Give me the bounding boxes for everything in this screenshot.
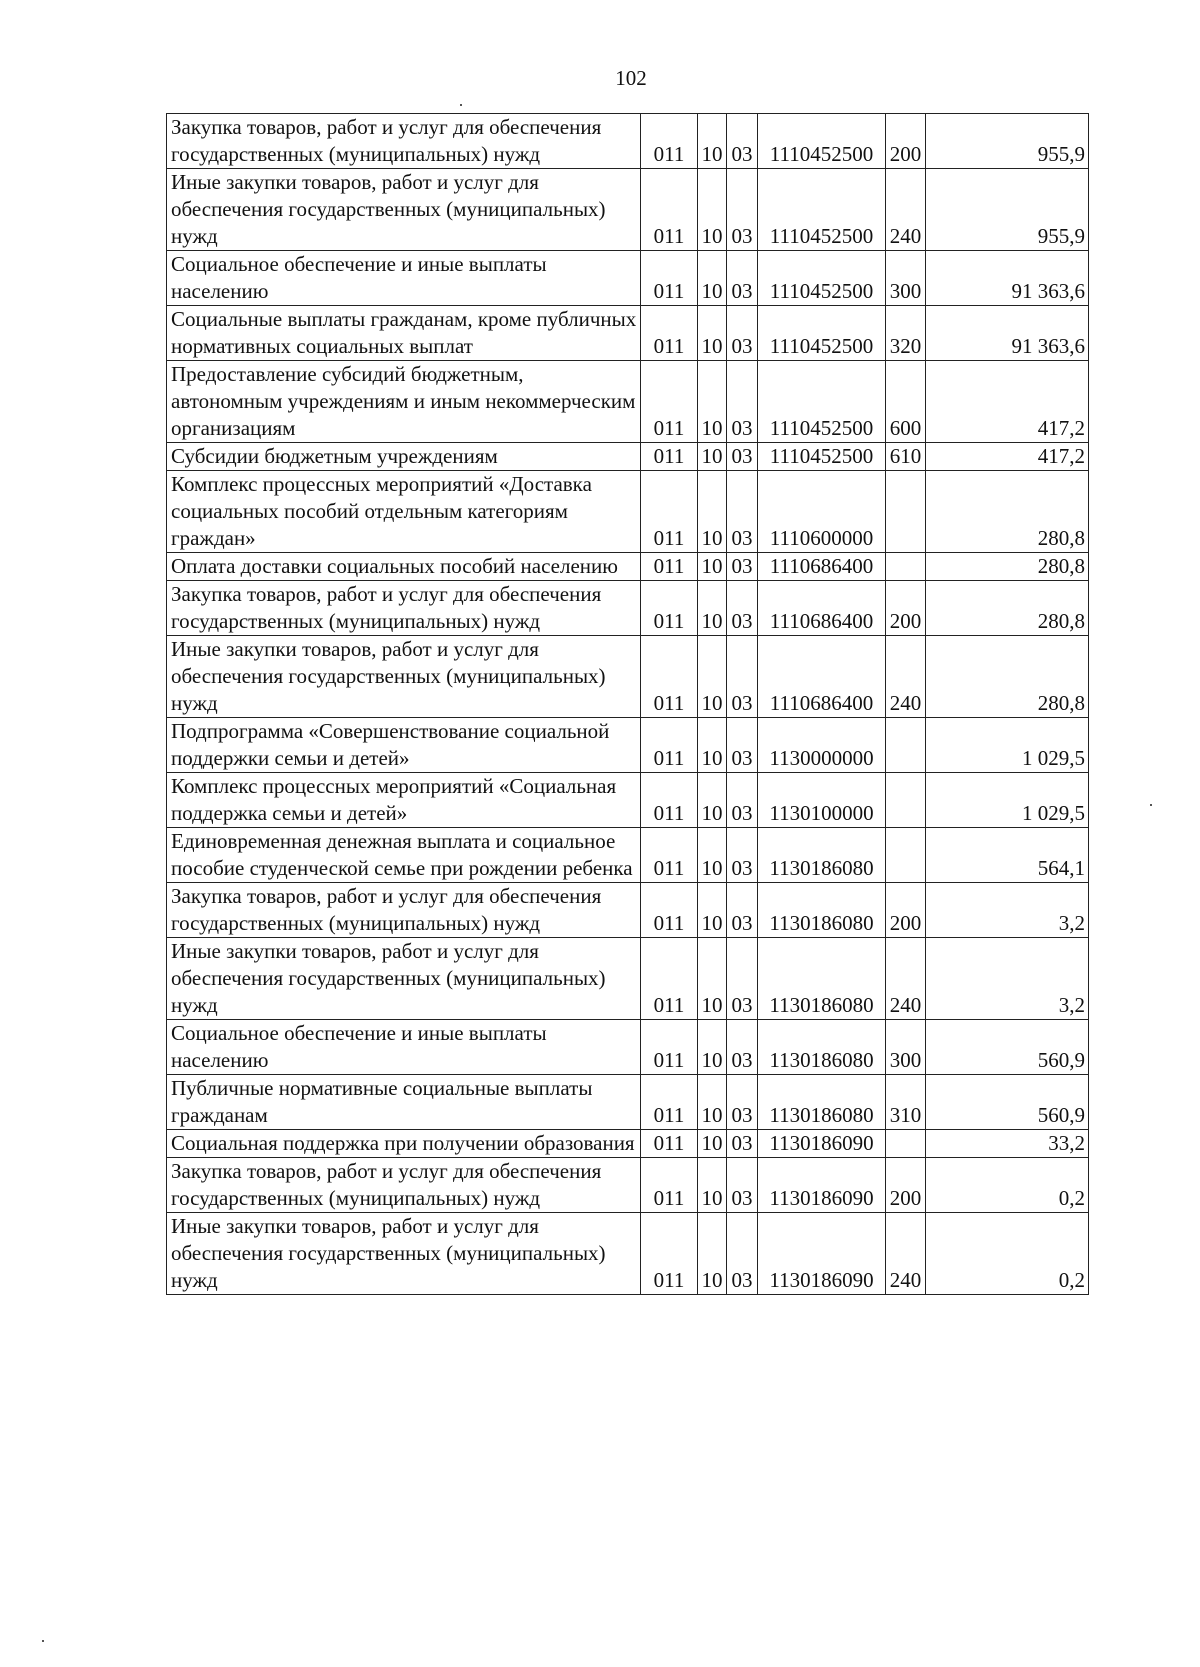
row-gr-cell: 011 xyxy=(641,114,698,169)
row-sum-cell: 560,9 xyxy=(926,1075,1089,1130)
row-rz-cell: 10 xyxy=(698,828,727,883)
table-row xyxy=(167,443,1089,471)
page-number: 102 xyxy=(615,66,647,90)
row-vr-cell xyxy=(886,1130,926,1158)
row-sum-cell: 3,2 xyxy=(926,883,1089,938)
row-rz-cell: 10 xyxy=(698,773,727,828)
scan-speck xyxy=(460,104,462,106)
row-vr-cell: 200 xyxy=(886,581,926,636)
row-gr-cell: 011 xyxy=(641,1020,698,1075)
row-sum-cell: 280,8 xyxy=(926,636,1089,718)
table-row xyxy=(167,114,1089,169)
row-vr-cell: 240 xyxy=(886,169,926,251)
row-sum-cell: 3,2 xyxy=(926,938,1089,1020)
row-rz-cell: 10 xyxy=(698,169,727,251)
row-gr-cell: 011 xyxy=(641,581,698,636)
row-sum-cell: 33,2 xyxy=(926,1130,1089,1158)
row-csr-cell: 1110452500 xyxy=(758,443,886,471)
table-row xyxy=(167,1213,1089,1295)
row-gr-cell: 011 xyxy=(641,251,698,306)
row-rz-cell: 10 xyxy=(698,938,727,1020)
row-gr-cell: 011 xyxy=(641,471,698,553)
row-rz-cell: 10 xyxy=(698,1213,727,1295)
row-name-cell: Закупка товаров, работ и услуг для обеспечения государственных (муниципальных) нужд xyxy=(167,883,641,938)
table-row xyxy=(167,471,1089,553)
row-sum-cell: 1 029,5 xyxy=(926,773,1089,828)
row-sum-cell: 560,9 xyxy=(926,1020,1089,1075)
row-vr-cell xyxy=(886,471,926,553)
row-sum-cell: 417,2 xyxy=(926,361,1089,443)
row-csr-cell: 1110452500 xyxy=(758,306,886,361)
table-row xyxy=(167,251,1089,306)
row-sum-cell: 91 363,6 xyxy=(926,306,1089,361)
row-name-cell: Иные закупки товаров, работ и услуг для обеспечения государственных (муниципальных) нужд xyxy=(167,938,641,1020)
row-sum-cell: 0,2 xyxy=(926,1158,1089,1213)
row-pr-cell: 03 xyxy=(727,718,758,773)
row-gr-cell: 011 xyxy=(641,773,698,828)
scan-speck xyxy=(1150,804,1152,806)
row-csr-cell: 1130186080 xyxy=(758,1020,886,1075)
row-vr-cell: 200 xyxy=(886,1158,926,1213)
row-pr-cell: 03 xyxy=(727,114,758,169)
row-vr-cell xyxy=(886,718,926,773)
row-name-cell: Предоставление субсидий бюджетным, автономным учреждениям и иным некоммерческим организациям xyxy=(167,361,641,443)
row-pr-cell: 03 xyxy=(727,773,758,828)
row-csr-cell: 1130186080 xyxy=(758,1075,886,1130)
row-name-cell: Публичные нормативные социальные выплаты гражданам xyxy=(167,1075,641,1130)
row-pr-cell: 03 xyxy=(727,883,758,938)
row-csr-cell: 1110452500 xyxy=(758,169,886,251)
table-row xyxy=(167,581,1089,636)
row-gr-cell: 011 xyxy=(641,938,698,1020)
row-pr-cell: 03 xyxy=(727,581,758,636)
table-row xyxy=(167,361,1089,443)
row-pr-cell: 03 xyxy=(727,553,758,581)
row-rz-cell: 10 xyxy=(698,1020,727,1075)
row-name-cell: Единовременная денежная выплата и социальное пособие студенческой семье при рождении ребенка xyxy=(167,828,641,883)
table-row xyxy=(167,828,1089,883)
table-row xyxy=(167,773,1089,828)
row-name-cell: Оплата доставки социальных пособий населению xyxy=(167,553,641,581)
row-vr-cell: 240 xyxy=(886,636,926,718)
row-rz-cell: 10 xyxy=(698,443,727,471)
row-vr-cell: 600 xyxy=(886,361,926,443)
row-name-cell: Социальное обеспечение и иные выплаты населению xyxy=(167,251,641,306)
row-sum-cell: 955,9 xyxy=(926,169,1089,251)
row-pr-cell: 03 xyxy=(727,361,758,443)
budget-allocation-table xyxy=(166,113,1089,1295)
row-gr-cell: 011 xyxy=(641,828,698,883)
row-csr-cell: 1110600000 xyxy=(758,471,886,553)
row-gr-cell: 011 xyxy=(641,636,698,718)
row-pr-cell: 03 xyxy=(727,1075,758,1130)
row-gr-cell: 011 xyxy=(641,1130,698,1158)
row-pr-cell: 03 xyxy=(727,169,758,251)
row-vr-cell: 200 xyxy=(886,883,926,938)
row-vr-cell: 300 xyxy=(886,1020,926,1075)
row-vr-cell xyxy=(886,773,926,828)
row-gr-cell: 011 xyxy=(641,169,698,251)
row-pr-cell: 03 xyxy=(727,306,758,361)
row-name-cell: Иные закупки товаров, работ и услуг для обеспечения государственных (муниципальных) нужд xyxy=(167,1213,641,1295)
table-row xyxy=(167,1020,1089,1075)
row-name-cell: Социальная поддержка при получении образования xyxy=(167,1130,641,1158)
table-row xyxy=(167,636,1089,718)
row-gr-cell: 011 xyxy=(641,553,698,581)
row-gr-cell: 011 xyxy=(641,1158,698,1213)
row-pr-cell: 03 xyxy=(727,1020,758,1075)
row-rz-cell: 10 xyxy=(698,1075,727,1130)
table-row xyxy=(167,553,1089,581)
row-csr-cell: 1130100000 xyxy=(758,773,886,828)
row-rz-cell: 10 xyxy=(698,306,727,361)
row-vr-cell: 300 xyxy=(886,251,926,306)
row-csr-cell: 1130186090 xyxy=(758,1130,886,1158)
row-csr-cell: 1110686400 xyxy=(758,553,886,581)
row-vr-cell: 240 xyxy=(886,938,926,1020)
table-row xyxy=(167,1158,1089,1213)
row-pr-cell: 03 xyxy=(727,828,758,883)
row-pr-cell: 03 xyxy=(727,471,758,553)
table-body xyxy=(167,114,1089,1295)
row-name-cell: Закупка товаров, работ и услуг для обеспечения государственных (муниципальных) нужд xyxy=(167,581,641,636)
row-name-cell: Закупка товаров, работ и услуг для обеспечения государственных (муниципальных) нужд xyxy=(167,1158,641,1213)
row-rz-cell: 10 xyxy=(698,361,727,443)
row-rz-cell: 10 xyxy=(698,553,727,581)
row-csr-cell: 1130186080 xyxy=(758,883,886,938)
table-row xyxy=(167,306,1089,361)
row-csr-cell: 1110686400 xyxy=(758,636,886,718)
row-csr-cell: 1130000000 xyxy=(758,718,886,773)
table-row xyxy=(167,718,1089,773)
table-row xyxy=(167,1130,1089,1158)
row-sum-cell: 955,9 xyxy=(926,114,1089,169)
row-pr-cell: 03 xyxy=(727,443,758,471)
row-rz-cell: 10 xyxy=(698,718,727,773)
row-name-cell: Социальные выплаты гражданам, кроме публичных нормативных социальных выплат xyxy=(167,306,641,361)
row-vr-cell xyxy=(886,828,926,883)
table-row xyxy=(167,938,1089,1020)
row-sum-cell: 417,2 xyxy=(926,443,1089,471)
row-csr-cell: 1130186080 xyxy=(758,828,886,883)
row-rz-cell: 10 xyxy=(698,1130,727,1158)
row-rz-cell: 10 xyxy=(698,883,727,938)
row-gr-cell: 011 xyxy=(641,1213,698,1295)
row-pr-cell: 03 xyxy=(727,251,758,306)
table-row xyxy=(167,169,1089,251)
row-sum-cell: 1 029,5 xyxy=(926,718,1089,773)
row-pr-cell: 03 xyxy=(727,1130,758,1158)
row-name-cell: Социальное обеспечение и иные выплаты населению xyxy=(167,1020,641,1075)
row-sum-cell: 564,1 xyxy=(926,828,1089,883)
row-pr-cell: 03 xyxy=(727,1213,758,1295)
row-csr-cell: 1130186090 xyxy=(758,1158,886,1213)
row-rz-cell: 10 xyxy=(698,581,727,636)
row-csr-cell: 1130186080 xyxy=(758,938,886,1020)
row-gr-cell: 011 xyxy=(641,306,698,361)
row-gr-cell: 011 xyxy=(641,1075,698,1130)
row-csr-cell: 1110452500 xyxy=(758,361,886,443)
row-name-cell: Субсидии бюджетным учреждениям xyxy=(167,443,641,471)
row-sum-cell: 280,8 xyxy=(926,471,1089,553)
row-csr-cell: 1130186090 xyxy=(758,1213,886,1295)
row-csr-cell: 1110686400 xyxy=(758,581,886,636)
scan-speck xyxy=(42,1640,44,1642)
row-name-cell: Комплекс процессных мероприятий «Социальная поддержка семьи и детей» xyxy=(167,773,641,828)
row-csr-cell: 1110452500 xyxy=(758,114,886,169)
row-gr-cell: 011 xyxy=(641,361,698,443)
row-sum-cell: 280,8 xyxy=(926,581,1089,636)
row-rz-cell: 10 xyxy=(698,471,727,553)
row-name-cell: Комплекс процессных мероприятий «Доставка социальных пособий отдельным категориям граждан» xyxy=(167,471,641,553)
row-gr-cell: 011 xyxy=(641,443,698,471)
row-vr-cell: 310 xyxy=(886,1075,926,1130)
row-vr-cell: 240 xyxy=(886,1213,926,1295)
row-pr-cell: 03 xyxy=(727,636,758,718)
row-gr-cell: 011 xyxy=(641,718,698,773)
row-name-cell: Иные закупки товаров, работ и услуг для обеспечения государственных (муниципальных) нужд xyxy=(167,169,641,251)
row-name-cell: Закупка товаров, работ и услуг для обеспечения государственных (муниципальных) нужд xyxy=(167,114,641,169)
row-csr-cell: 1110452500 xyxy=(758,251,886,306)
row-vr-cell: 610 xyxy=(886,443,926,471)
row-vr-cell: 200 xyxy=(886,114,926,169)
row-pr-cell: 03 xyxy=(727,938,758,1020)
row-name-cell: Подпрограмма «Совершенствование социальной поддержки семьи и детей» xyxy=(167,718,641,773)
row-gr-cell: 011 xyxy=(641,883,698,938)
row-name-cell: Иные закупки товаров, работ и услуг для обеспечения государственных (муниципальных) нужд xyxy=(167,636,641,718)
row-rz-cell: 10 xyxy=(698,636,727,718)
row-sum-cell: 280,8 xyxy=(926,553,1089,581)
row-rz-cell: 10 xyxy=(698,114,727,169)
row-vr-cell xyxy=(886,553,926,581)
row-vr-cell: 320 xyxy=(886,306,926,361)
table-row xyxy=(167,883,1089,938)
row-sum-cell: 0,2 xyxy=(926,1213,1089,1295)
table-row xyxy=(167,1075,1089,1130)
row-sum-cell: 91 363,6 xyxy=(926,251,1089,306)
row-rz-cell: 10 xyxy=(698,251,727,306)
row-rz-cell: 10 xyxy=(698,1158,727,1213)
row-pr-cell: 03 xyxy=(727,1158,758,1213)
